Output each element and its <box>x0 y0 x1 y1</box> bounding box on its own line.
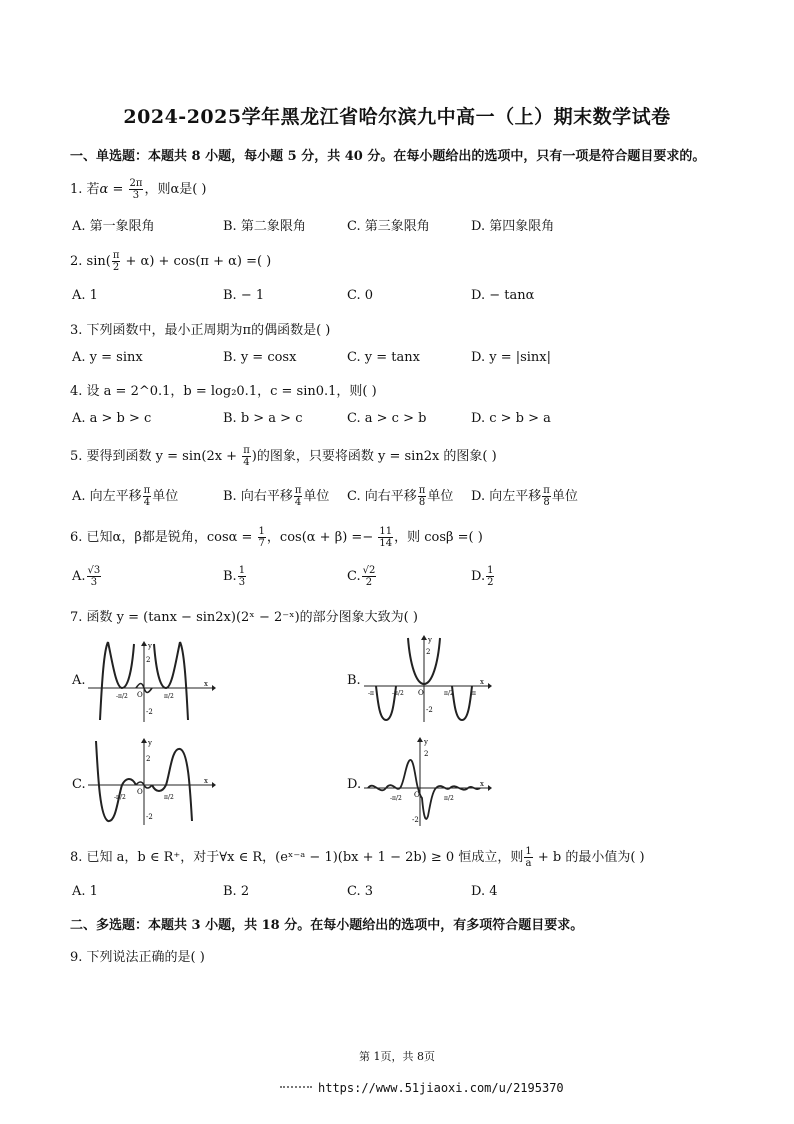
q8-option-c: C. 3 <box>347 884 374 899</box>
section-2-heading: 二、多选题：本题共 3 小题，共 18 分。在每小题给出的选项中，有多项符合题目要求。 <box>70 918 584 933</box>
x-axis-label: x <box>480 780 484 788</box>
tick-neg2: -2 <box>146 708 153 716</box>
tick-2: 2 <box>426 648 431 656</box>
question-1: 1. 若α = $\frac{2\pi}{3}$ ，则α是( ) <box>70 178 207 201</box>
tick-pi-half: π/2 <box>444 690 454 697</box>
q5-option-a: A. 向左平移 $\frac{\pi}{4}$ 单位 <box>72 485 179 508</box>
q7-graph-a <box>86 640 216 724</box>
q1-option-c: C. 第三象限角 <box>347 219 430 234</box>
q2-option-d: D. − tanα <box>471 288 535 303</box>
q3-option-c: C. y = tanx <box>347 350 420 365</box>
question-4: 4. 设 a = 2^0.1，b = log₂0.1，c = sin0.1，则( ) <box>70 384 377 399</box>
watermark[interactable] <box>280 1081 564 1095</box>
tick-2: 2 <box>146 755 151 763</box>
tick-pi-half: π/2 <box>444 795 454 802</box>
q2-option-b: B. − 1 <box>223 288 265 303</box>
q5-option-d: D. 向左平移 $\frac{\pi}{8}$ 单位 <box>471 485 578 508</box>
x-axis-label: x <box>480 678 484 686</box>
tick-neg-pi: -π <box>368 690 374 697</box>
tick-neg2: -2 <box>146 813 153 821</box>
q2-option-c: C. 0 <box>347 288 374 303</box>
origin-label: O <box>418 689 424 697</box>
question-7: 7. 函数 y = (tanx − sin2x)(2ˣ − 2⁻ˣ)的部分图象大致为( ) <box>70 610 418 625</box>
q4-option-b: B. b > a > c <box>223 411 303 426</box>
q6-option-a: A. $\frac{√3}{3}$ <box>72 565 101 588</box>
tick-neg-pi-half: -π/2 <box>392 690 404 697</box>
q4-option-c: C. a > c > b <box>347 411 427 426</box>
tick-neg-pi-half: -π/2 <box>116 693 128 700</box>
q6-option-b: B. $\frac{1}{3}$ <box>223 565 246 588</box>
q1-option-d: D. 第四象限角 <box>471 219 555 234</box>
q4-option-d: D. c > b > a <box>471 411 551 426</box>
q2-option-a: A. 1 <box>72 288 98 303</box>
q3-option-b: B. y = cosx <box>223 350 297 365</box>
y-axis-label: y <box>428 636 432 644</box>
tick-neg2: -2 <box>412 816 419 824</box>
tick-2: 2 <box>424 750 429 758</box>
q1-option-b: B. 第二象限角 <box>223 219 306 234</box>
watermark-url[interactable]: https://www.51jiaoxi.com/u/2195370 <box>318 1081 564 1095</box>
q7-option-a: A. <box>72 673 86 688</box>
origin-label: O <box>414 791 420 799</box>
q3-option-a: A. y = sinx <box>72 350 143 365</box>
q5-option-b: B. 向右平移 $\frac{\pi}{4}$ 单位 <box>223 485 330 508</box>
q7-graph-b <box>362 634 492 724</box>
page-footer: 第 1页，共 8页 <box>359 1050 435 1063</box>
tick-pi-half: π/2 <box>164 693 174 700</box>
x-axis-label: x <box>204 777 208 785</box>
q1-option-a: A. 第一象限角 <box>72 219 155 234</box>
q6-option-c: C. $\frac{√2}{2}$ <box>347 565 376 588</box>
tick-neg-pi-half: -π/2 <box>390 795 402 802</box>
q3-option-d: D. y = |sinx| <box>471 350 552 365</box>
y-axis-label: y <box>148 642 152 650</box>
x-axis-label: x <box>204 680 208 688</box>
watermark-logo-icon <box>280 1086 312 1092</box>
question-5: 5. 要得到函数 y = sin(2x + $\frac{\pi}{4}$ )的图象，只要将函数 y = sin2x 的图象( ) <box>70 445 497 468</box>
question-9: 9. 下列说法正确的是( ) <box>70 950 205 965</box>
tick-neg-pi-half: -π/2 <box>114 794 126 801</box>
question-8: 8. 已知 a，b ∈ R⁺，对于∀x ∈ R，(eˣ⁻ᵃ − 1)(bx + 1 − 2b) ≥ 0 恒成立，则 $\frac{1}{a}$ + b 的最小值为( ) <box>70 846 645 869</box>
q7-option-d: D. <box>347 777 362 792</box>
question-6: 6. 已知α，β都是锐角，cosα = $\frac{1}{7}$ ，cos(α + β) =− $\frac{11}{14}$ ，则 cosβ =( ) <box>70 526 483 549</box>
page-title: 2024-2025学年黑龙江省哈尔滨九中高一（上）期末数学试卷 <box>123 106 671 128</box>
question-2: 2. sin( $\frac{\pi}{2}$ + α) + cos(π + α) =( ) <box>70 250 272 273</box>
q4-option-a: A. a > b > c <box>72 411 152 426</box>
q8-option-b: B. 2 <box>223 884 250 899</box>
q7-graph-c <box>86 737 216 827</box>
q5-option-c: C. 向右平移 $\frac{\pi}{8}$ 单位 <box>347 485 454 508</box>
tick-pi-half: π/2 <box>164 794 174 801</box>
tick-2: 2 <box>146 656 151 664</box>
question-3: 3. 下列函数中，最小正周期为π的偶函数是( ) <box>70 323 331 338</box>
q7-option-c: C. <box>72 777 86 792</box>
q7-graph-d <box>362 736 492 828</box>
tick-pi: π <box>472 690 476 697</box>
q6-option-d: D. $\frac{1}{2}$ <box>471 565 494 588</box>
y-axis-label: y <box>148 739 152 747</box>
q8-option-d: D. 4 <box>471 884 498 899</box>
q7-option-b: B. <box>347 673 361 688</box>
origin-label: O <box>137 788 143 796</box>
q8-option-a: A. 1 <box>72 884 98 899</box>
section-1-heading: 一、单选题：本题共 8 小题，每小题 5 分，共 40 分。在每小题给出的选项中，只有一项是符合题目要求的。 <box>70 149 706 164</box>
y-axis-label: y <box>424 738 428 746</box>
origin-label: O <box>137 691 143 699</box>
tick-neg2: -2 <box>426 706 433 714</box>
